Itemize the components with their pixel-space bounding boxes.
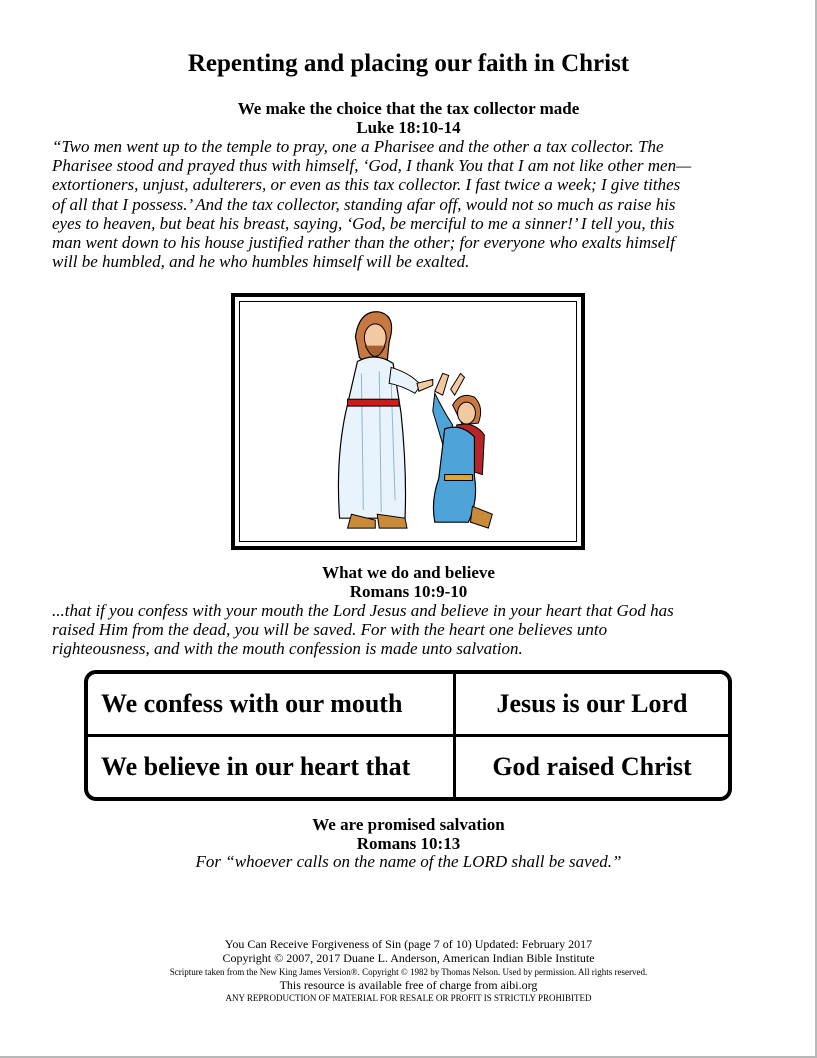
section1-reference: Luke 18:10-14 xyxy=(356,118,461,137)
confession-table xyxy=(84,670,732,801)
passage-line: man went down to his house justified rather than the other; for everyone who exalts himself xyxy=(52,233,675,253)
passage-line: raised Him from the dead, you will be saved. For with the heart one believes unto xyxy=(52,620,608,640)
section2-reference: Romans 10:9-10 xyxy=(349,582,468,601)
passage-line: Pharisee stood and prayed thus with himself, ‘God, I thank You that I am not like other men— xyxy=(52,156,692,176)
passage-line: ...that if you confess with your mouth the Lord Jesus and believe in your heart that God has xyxy=(52,601,674,620)
table-cell-god-raised: God raised Christ xyxy=(492,752,692,781)
page-title: Repenting and placing our faith in Christ xyxy=(187,50,630,77)
section1-heading: We make the choice that the tax collector made xyxy=(237,99,580,118)
pharisee-and-tax-collector-illustration xyxy=(240,302,576,541)
illustration-inner-border xyxy=(239,301,577,542)
section2-heading: What we do and believe xyxy=(322,563,495,582)
pharisee-figure-icon xyxy=(338,312,432,528)
passage-line: eyes to heaven, but beat his breast, saying, ‘God, be merciful to me a sinner!’ I tell you, this xyxy=(52,213,675,233)
passage-line: extortioners, unjust, adulterers, or even as this tax collector. I fast twice a week; I give tithes xyxy=(52,175,681,195)
table-cell-jesus-lord: Jesus is our Lord xyxy=(456,674,728,737)
illustration-frame xyxy=(231,293,585,550)
footer-scripture-notice: Scripture taken from the New King James Version®. Copyright © 1982 by Thomas Nelson. Used by permission. All rights reserved. xyxy=(169,967,648,977)
footer-copyright: Copyright © 2007, 2017 Duane L. Anderson, American Indian Bible Institute xyxy=(222,951,595,965)
romans-10-13-verse: For “whoever calls on the name of the LORD shall be saved.” xyxy=(195,852,622,871)
section3-reference: Romans 10:13 xyxy=(356,834,461,853)
table-cell-confess: We confess with our mouth xyxy=(88,674,456,737)
footer-page-info: You Can Receive Forgiveness of Sin (page 7 of 10) Updated: February 2017 xyxy=(224,937,593,951)
passage-line: will be humbled, and he who humbles himself will be exalted. xyxy=(52,252,470,272)
section3-heading: We are promised salvation xyxy=(312,815,505,834)
luke-passage xyxy=(52,137,765,271)
tax-collector-figure-icon xyxy=(433,373,493,528)
footer-prohibition: ANY REPRODUCTION OF MATERIAL FOR RESALE OR PROFIT IS STRICTLY PROHIBITED xyxy=(225,993,592,1003)
table-cell-believe: We believe in our heart that xyxy=(88,737,456,797)
romans-passage xyxy=(52,601,765,659)
passage-line: righteousness, and with the mouth confession is made unto salvation. xyxy=(52,639,523,659)
passage-line: “Two men went up to the temple to pray, one a Pharisee and the other a tax collector. The xyxy=(52,137,664,156)
passage-line: of all that I possess.’ And the tax collector, standing afar off, would not so much as raise his xyxy=(52,194,676,214)
footer-availability: This resource is available free of charge from aibi.org xyxy=(279,978,538,992)
